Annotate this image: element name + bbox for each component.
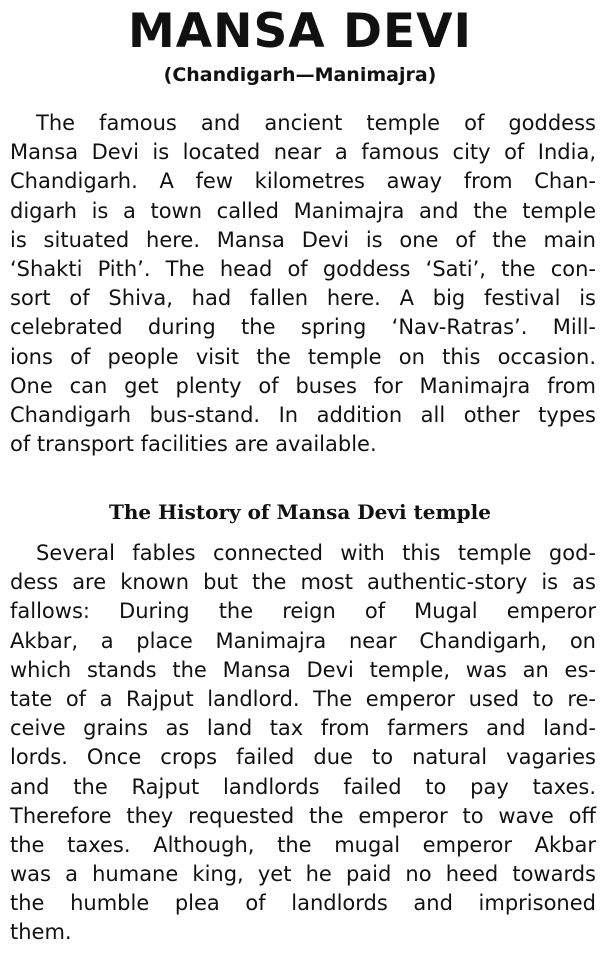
intro-line: celebrated during the spring ‘Nav-Ratras’. Mill- [10,315,596,340]
intro-line: Chandigarh. A few kilometres away from Chan- [10,169,596,194]
intro-line: Chandigarh bus-stand. In addition all other types [10,402,596,427]
intro-line: One can get plenty of buses for Manimajra from [10,373,596,398]
history-heading: The History of Mansa Devi temple [109,500,491,524]
history-line: ceive grains as land tax from farmers and land- [10,716,596,741]
history-line: Therefore they requested the emperor to wave off [10,803,596,828]
history-line: the humble plea of landlords and imprisoned [10,891,596,916]
history-line: the taxes. Although, the mugal emperor Akbar [10,832,596,857]
intro-line: is situated here. Mansa Devi is one of the main [10,227,596,252]
history-line: dess are known but the most authentic-story is as [10,570,596,595]
intro-line: sort of Shiva, had fallen here. A big festival is [10,286,596,311]
history-line: lords. Once crops failed due to natural vagaries [10,745,596,770]
intro-line: The famous and ancient temple of goddess [36,111,596,135]
history-line: Akbar, a place Manimajra near Chandigarh, on [10,628,596,653]
intro-line: of transport facilities are available. [10,432,377,457]
history-paragraph [10,539,596,948]
page-subtitle: (Chandigarh—Manimajra) [163,64,437,86]
intro-line: ‘Shakti Pith’. The head of goddess ‘Sati’, the con- [10,256,596,281]
intro-line: Mansa Devi is located near a famous city of India, [10,140,596,165]
history-line: was a humane king, yet he paid no heed towards [10,862,596,887]
history-line: them. [10,920,72,945]
intro-line: ions of people visit the temple on this occasion. [10,344,596,369]
page-title: MANSA DEVI [127,4,473,59]
history-line: tate of a Rajput landlord. The emperor used to re- [10,686,596,711]
history-line: fallows: During the reign of Mugal emperor [10,599,596,624]
history-line: which stands the Mansa Devi temple, was an es- [10,657,596,682]
history-line: and the Rajput landlords failed to pay taxes. [10,774,596,799]
history-line: Several fables connected with this temple god- [36,541,596,565]
intro-paragraph [10,109,596,459]
intro-line: digarh is a town called Manimajra and the temple [10,198,596,223]
